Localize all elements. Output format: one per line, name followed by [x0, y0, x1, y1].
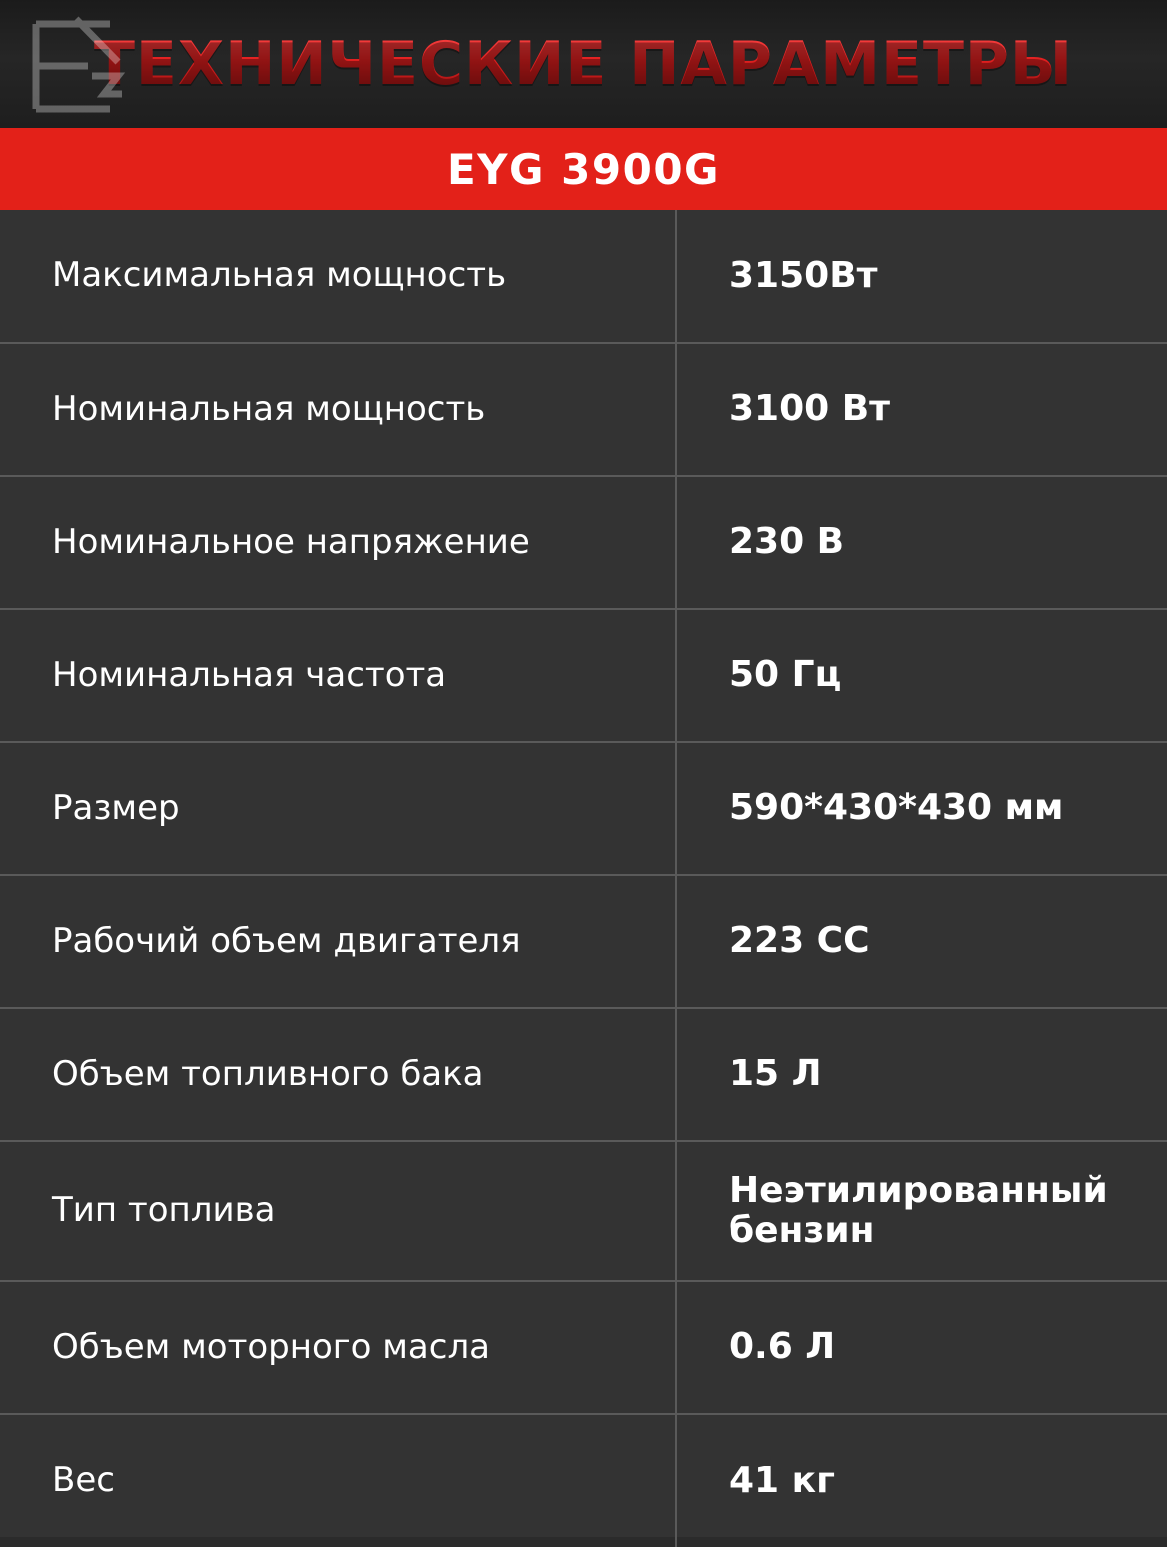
spec-param: Максимальная мощность	[0, 210, 676, 343]
spec-value: 230 В	[676, 476, 1167, 609]
spec-param: Вес	[0, 1414, 676, 1547]
table-row	[0, 742, 1167, 875]
spec-value: 3150Вт	[676, 210, 1167, 343]
specs-table	[0, 210, 1167, 1547]
spec-value: 3100 Вт	[676, 343, 1167, 476]
spec-value: 223 CC	[676, 875, 1167, 1008]
table-row	[0, 1414, 1167, 1547]
page-title: ТЕХНИЧЕСКИЕ ПАРАМЕТРЫ	[93, 29, 1074, 99]
table-row	[0, 1141, 1167, 1281]
table-row	[0, 1008, 1167, 1141]
spec-param: Рабочий объем двигателя	[0, 875, 676, 1008]
table-row	[0, 210, 1167, 343]
spec-value: 15 Л	[676, 1008, 1167, 1141]
table-row	[0, 609, 1167, 742]
header	[0, 0, 1167, 128]
spec-param: Номинальное напряжение	[0, 476, 676, 609]
table-row	[0, 476, 1167, 609]
table-row	[0, 1281, 1167, 1414]
spec-param: Объем моторного масла	[0, 1281, 676, 1414]
spec-value: 50 Гц	[676, 609, 1167, 742]
spec-value: 41 кг	[729, 1459, 835, 1501]
spec-value: 590*430*430 мм	[676, 742, 1167, 875]
model-name: EYG 3900G	[446, 144, 721, 194]
spec-param: Номинальная частота	[0, 609, 676, 742]
model-bar	[0, 128, 1167, 210]
spec-value: 0.6 Л	[676, 1281, 1167, 1414]
spec-param: Номинальная мощность	[0, 343, 676, 476]
spec-param: Размер	[0, 742, 676, 875]
spec-param: Тип топлива	[0, 1141, 676, 1281]
table-row	[0, 875, 1167, 1008]
spec-param: Объем топливного бака	[0, 1008, 676, 1141]
spec-value: Неэтилированный бензин	[676, 1141, 1167, 1281]
table-row	[0, 343, 1167, 476]
